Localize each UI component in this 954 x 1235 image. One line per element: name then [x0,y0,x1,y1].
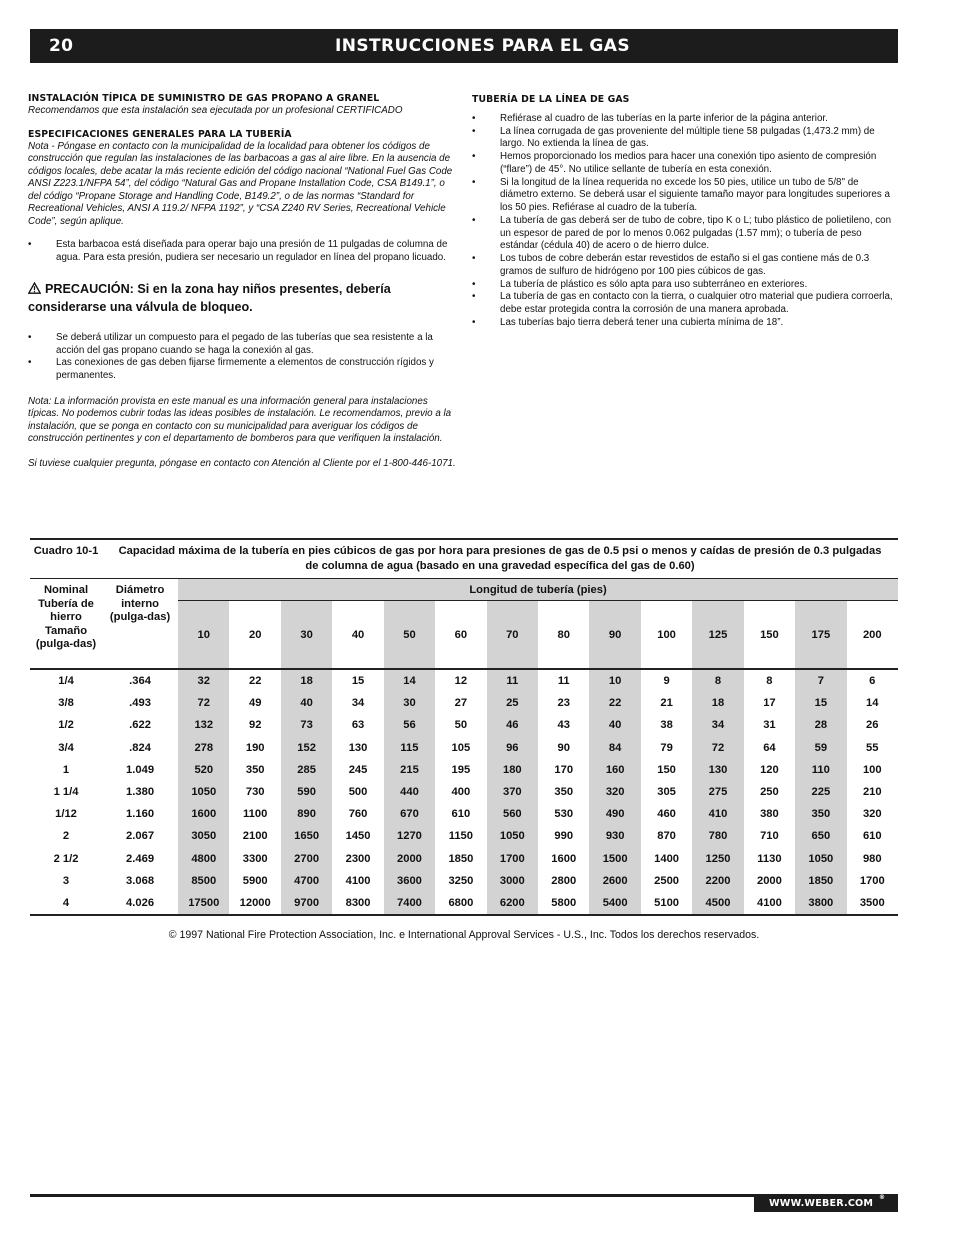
nominal-size-cell: 2 [62,830,70,843]
capacity-cell: 6800 [435,892,486,915]
col-header-diameter: Diámetro interno (pulga-das) [102,579,178,670]
length-header-cell: 20 [248,628,262,641]
capacity-cell: 1500 [589,848,640,870]
capacity-cell: 43 [557,719,570,732]
length-header-cell: 80 [557,628,570,641]
capacity-cell: 1100 [243,808,268,821]
capacity-cell: 50 [454,719,468,732]
capacity-cell: 6 [847,669,898,692]
length-header-cell: 40 [351,628,365,641]
capacity-cell: 730 [245,786,265,799]
capacity-cell: 11 [487,669,538,692]
capacity-cell: 28 [795,714,846,736]
capacity-cell: 3050 [178,825,229,847]
table-caption-line2: de columna de agua (basado en una gravedad específica del gas de 0.60) [305,560,695,572]
page-title: INSTRUCCIONES PARA EL GAS [335,36,630,56]
capacity-cell: 275 [692,781,743,803]
capacity-cell: 670 [384,803,435,825]
length-header-cell: 90 [589,601,640,670]
page-number: 20 [49,36,74,56]
table-row [30,825,898,847]
length-header-cell: 200 [862,628,882,641]
capacity-cell: 1700 [487,848,538,870]
inner-diameter-cell: .493 [129,697,151,710]
capacity-cell: 2700 [281,848,332,870]
capacity-cell: 215 [384,759,435,781]
table-caption-row [30,539,898,579]
capacity-cell: 4500 [692,892,743,915]
inner-diameter-cell: 4.026 [102,892,178,915]
table-row [30,669,898,692]
copyright-notice: © 1997 National Fire Protection Association, Inc. e International Approval Services - U.S., Inc. Todos los derechos reservados. [168,929,760,941]
list-item: • Se deberá utilizar un compuesto para el pegado de las tuberías que sea resistente a la acción del gas propano cuando se haga la conexión al gas. [28,332,433,356]
capacity-cell: 8300 [332,892,383,915]
capacity-cell: 96 [487,737,538,759]
capacity-cell: 18 [281,669,332,692]
capacity-cell: 190 [245,741,265,754]
inner-diameter-cell: 1.160 [126,808,155,821]
capacity-cell: 25 [487,692,538,714]
capacity-cell: 490 [589,803,640,825]
capacity-cell: 40 [589,714,640,736]
capacity-cell: 2000 [384,848,435,870]
footer-url: WWW.WEBER.COM [769,1198,874,1209]
capacity-cell: 350 [554,786,574,799]
capacity-cell: 152 [281,737,332,759]
capacity-cell: 3500 [847,892,898,915]
capacity-cell: 17500 [178,892,229,915]
install-heading: INSTALACIÓN TÍPICA DE SUMINISTRO DE GAS PROPANO A GRANEL [28,93,380,104]
capacity-cell: 15 [795,692,846,714]
gas-line-list [472,113,897,329]
capacity-cell: 4100 [744,892,795,915]
capacity-cell: 610 [451,808,471,821]
left-column [28,93,456,470]
table-row [30,781,898,803]
capacity-cell: 2500 [654,874,680,887]
capacity-cell: 2200 [692,870,743,892]
capacity-cell: 90 [557,741,570,754]
list-item: • Las conexiones de gas deben fijarse firmemente a elementos de construcción rígidos y permanentes. [28,357,434,381]
capacity-cell: 3600 [384,870,435,892]
capacity-cell: 1650 [281,825,332,847]
capacity-cell: 160 [589,759,640,781]
capacity-cell: 9 [641,669,692,692]
col-header-length: Longitud de tubería (pies) [178,579,898,601]
table-row [30,692,898,714]
capacity-cell: 305 [657,786,676,799]
length-header-cell: 150 [760,628,779,641]
capacity-cell: 17 [763,697,776,710]
capacity-cell: 22 [589,692,640,714]
length-header-cell: 10 [178,601,229,670]
capacity-cell: 72 [178,692,229,714]
capacity-cell: 5800 [538,892,589,915]
registered-mark: ® [879,1194,885,1201]
capacity-cell: 250 [760,786,779,799]
capacity-cell: 560 [487,803,538,825]
nominal-size-cell: 3 [62,874,70,887]
table-row [30,870,898,892]
nominal-size-cell: 1 1/4 [53,786,79,799]
col-header-nominal: Nominal Tubería de hierro Tamaño (pulga-das) [30,579,102,670]
capacity-cell: 278 [178,737,229,759]
capacity-cell: 350 [795,803,846,825]
compound-list [28,332,456,382]
capacity-cell: 195 [451,763,471,776]
capacity-cell: 14 [384,669,435,692]
specs-heading: ESPECIFICACIONES GENERALES PARA LA TUBERÍA [28,128,292,140]
capacity-cell: 460 [657,808,676,821]
capacity-cell: 120 [760,763,779,776]
capacity-cell: 2600 [589,870,640,892]
list-item: • La línea corrugada de gas proveniente del múltiple tiene 58 pulgadas (1,473.2 mm) de largo. No extienda la línea de gas. [472,125,875,150]
table-row [30,803,898,825]
capacity-cell: 4800 [178,848,229,870]
capacity-cell: 760 [348,808,368,821]
table-header-row [30,579,898,601]
table-label: Cuadro 10-1 [30,539,102,579]
nominal-size-cell: 1/2 [58,719,74,732]
footer-badge [754,1194,898,1212]
capacity-cell: 410 [692,803,743,825]
capacity-cell: 1050 [795,848,846,870]
capacity-cell: 370 [487,781,538,803]
length-header-cell: 50 [384,601,435,670]
length-header-cell: 175 [795,601,846,670]
capacity-cell: 3800 [795,892,846,915]
capacity-cell: 132 [178,714,229,736]
capacity-cell: 2800 [551,874,577,887]
table-row [30,759,898,781]
inner-diameter-cell: .622 [129,719,151,732]
capacity-cell: 9700 [281,892,332,915]
capacity-cell: 115 [384,737,435,759]
list-item: • La tubería de gas en contacto con la tierra, o cualquier otro material que pudiera corroerla, debe estar protegida contra la corrosión de una manera aprobada. [472,291,893,315]
capacity-cell: 210 [862,786,882,799]
capacity-cell: 1250 [692,848,743,870]
list-item: • La tubería de plástico es sólo apta para uso subterráneo en exteriores. [472,278,808,290]
capacity-cell: 34 [692,714,743,736]
capacity-cell: 440 [384,781,435,803]
specs-note: Nota - Póngase en contacto con la municipalidad de la localidad para obtener los códigos de construcción que regulan las instalaciones de las barbacoas a gas al aire libre. En la ausencia de códigos locales, debe acatar la más reciente edición del código nacional “National Fuel Gas Code ANSI Z223.1/NFPA 54”, del código “Natural Gas and Propane Installation Code, CSA B149.1”, o del código “Propane Storage and Handling Code, B149.2”, o de las normas “Standard for Recreational Vehicles, ANSI A 119.2/ NFPA 1192”, y “CSA Z240 RV Series, Recreational Vehicle Code”, según aplique. [28,140,453,227]
capacity-cell: 1700 [859,874,885,887]
capacity-cell: 110 [795,759,846,781]
inner-diameter-cell: .824 [129,741,151,754]
capacity-cell: 7 [795,669,846,692]
capacity-cell: 320 [862,808,882,821]
length-header-cell: 70 [487,601,538,670]
capacity-cell: 46 [487,714,538,736]
gas-line-heading: TUBERÍA DE LA LÍNEA DE GAS [472,94,630,105]
capacity-cell: 5400 [589,892,640,915]
capacity-cell: 2000 [756,874,782,887]
capacity-cell: 79 [660,741,673,754]
capacity-cell: 10 [589,669,640,692]
capacity-cell: 11 [538,669,589,692]
capacity-cell: 5900 [242,874,268,887]
customer-service-note: Si tuviese cualquier pregunta, póngase en contacto con Atención al Cliente por el 1-800-446-1071. [28,457,456,469]
capacity-cell: 980 [862,852,882,865]
capacity-cell: 8 [692,669,743,692]
capacity-cell: 4100 [345,874,371,887]
capacity-cell: 5100 [641,892,692,915]
capacity-cell: 130 [348,741,368,754]
table-row [30,848,898,870]
page-header [30,29,898,63]
capacity-cell: 49 [248,697,262,710]
capacity-cell: 780 [692,825,743,847]
table-caption [102,539,898,579]
nominal-size-cell: 1/12 [55,808,77,821]
capacity-cell: 30 [384,692,435,714]
length-header-cell: 100 [657,628,676,641]
capacity-cell: 63 [351,719,365,732]
capacity-cell: 1450 [345,830,371,843]
right-column [472,94,897,330]
capacity-cell: 38 [660,719,673,732]
nominal-size-cell: 4 [30,892,102,915]
capacity-cell: 8 [744,669,795,692]
capacity-cell: 100 [862,763,882,776]
list-item: • Refiérase al cuadro de las tuberías en la parte inferior de la página anterior. [472,113,828,124]
inner-diameter-cell: 1.380 [126,786,155,799]
capacity-cell: 285 [281,759,332,781]
general-note: Nota: La información provista en este manual es una información general para instalaciones típicas. No podemos cubrir todas las ideas posibles de instalación. Le recomendamos, previo a la instalación, que se ponga en contacto con su municipalidad para averiguar los códigos de construcción pertinentes y con el departamento de bomberos para que verifiquen la instalación. [28,395,452,445]
capacity-cell: 4700 [281,870,332,892]
capacity-cell: 3300 [242,852,268,865]
capacity-cell: 1050 [487,825,538,847]
capacity-cell: 2300 [345,852,371,865]
table-row [30,892,898,915]
list-item: • La tubería de gas deberá ser de tubo de cobre, tipo K o L; tubo plástico de polietileno, con un espesor de pared de por lo menos 0.062 pulgadas (1.57 mm); o tubería de peso estándar (cédula 40) de acero o de hierro dulce. [472,214,892,252]
capacity-cell: 64 [763,741,776,754]
length-header-cell: 30 [281,601,332,670]
capacity-cell: 320 [589,781,640,803]
capacity-cell: 31 [763,719,776,732]
capacity-cell: 59 [795,737,846,759]
capacity-cell: 40 [281,692,332,714]
pipe-capacity-table [30,538,898,916]
list-item: • Esta barbacoa está diseñada para operar bajo una presión de 11 pulgadas de columna de agua. Para esta presión, pudiera ser necesario un regulador en línea del propano licuado. [28,239,448,263]
nominal-size-cell: 3/8 [58,697,74,710]
length-header-cell: 60 [454,628,468,641]
nominal-size-cell: 1/4 [30,669,102,692]
capacity-cell: 72 [692,737,743,759]
list-item: • Hemos proporcionado los medios para hacer una conexión tipo asiento de compresión (“flare”) de 45°. No utilice sellante de tubería en esta conexión. [472,151,877,175]
capacity-cell: 14 [866,697,879,710]
capacity-cell: 500 [348,786,368,799]
capacity-cell: 130 [692,759,743,781]
capacity-cell: 56 [384,714,435,736]
capacity-cell: 12000 [229,892,280,915]
table-row [30,737,898,759]
table-caption-line1: Capacidad máxima de la tubería en pies cúbicos de gas por hora para presiones de gas de 0.5 psi o menos y caídas de presión de 0.3 pulgadas [118,545,882,557]
capacity-cell: 890 [281,803,332,825]
capacity-cell: 990 [554,830,574,843]
capacity-cell: 1850 [448,852,474,865]
capacity-cell: 34 [351,697,365,710]
capacity-cell: 7400 [384,892,435,915]
capacity-cell: 12 [435,669,486,692]
capacity-cell: 18 [692,692,743,714]
warning-icon [28,282,41,294]
capacity-cell: 380 [760,808,779,821]
capacity-cell: 15 [332,669,383,692]
capacity-cell: 350 [245,763,265,776]
capacity-cell: 22 [229,669,280,692]
nominal-size-cell: 1 [62,763,70,776]
capacity-cell: 3250 [448,874,474,887]
capacity-cell: 400 [451,786,471,799]
capacity-cell: 32 [178,669,229,692]
caution-text: PRECAUCIÓN: Si en la zona hay niños presentes, debería considerarse una válvula de bloqueo. [28,282,391,315]
nominal-size-cell: 3/4 [58,741,74,754]
capacity-cell: 530 [554,808,574,821]
inner-diameter-cell: 2.469 [126,852,155,865]
capacity-cell: 590 [281,781,332,803]
list-item: • Los tubos de cobre deberán estar revestidos de estaño si el gas contiene más de 0.3 gramos de sulfuro de hidrógeno por 100 pies cúbicos de gas. [472,253,870,277]
capacity-cell: 930 [589,825,640,847]
capacity-cell: 23 [557,697,570,710]
capacity-cell: 1270 [384,825,435,847]
inner-diameter-cell: 2.067 [126,830,155,843]
capacity-cell: 105 [451,741,471,754]
capacity-cell: 21 [660,697,673,710]
capacity-cell: 245 [348,763,368,776]
capacity-cell: 520 [178,759,229,781]
capacity-cell: 650 [795,825,846,847]
inner-diameter-cell: 1.049 [126,763,155,776]
list-item: • Si la longitud de la línea requerida no excede los 50 pies, utilice un tubo de 5/8" de diámetro externo. Se deberá usar el siguiente tamaño mayor para longitudes superiores a los 50 pies. Refiérase al cuadro de la tubería. [472,176,890,214]
capacity-cell: 55 [866,741,879,754]
capacity-cell: 150 [657,763,676,776]
capacity-cell: 1130 [757,852,782,865]
capacity-cell: 710 [760,830,779,843]
length-header-cell: 125 [692,601,743,670]
capacity-cell: 225 [795,781,846,803]
capacity-cell: 3000 [487,870,538,892]
install-note: Recomendamos que esta instalación sea ejecutada por un profesional CERTIFICADO [28,105,403,116]
nominal-size-cell: 2 1/2 [53,852,79,865]
capacity-cell: 73 [281,714,332,736]
capacity-cell: 610 [862,830,882,843]
capacity-cell: 1050 [178,781,229,803]
inner-diameter-cell: .364 [102,669,178,692]
capacity-cell: 1600 [178,803,229,825]
capacity-cell: 27 [454,697,468,710]
capacity-cell: 1600 [551,852,577,865]
capacity-cell: 6200 [487,892,538,915]
inner-diameter-cell: 3.068 [126,874,155,887]
capacity-cell: 170 [554,763,574,776]
capacity-cell: 1150 [448,830,474,843]
capacity-cell: 8500 [178,870,229,892]
capacity-cell: 92 [248,719,262,732]
capacity-cell: 1850 [795,870,846,892]
list-item: • Las tuberías bajo tierra deberá tener una cubierta mínima de 18”. [472,316,784,328]
pressure-list [28,239,456,264]
capacity-cell: 1400 [654,852,680,865]
table-row [30,714,898,736]
capacity-cell: 2100 [242,830,268,843]
capacity-cell: 84 [589,737,640,759]
capacity-cell: 180 [487,759,538,781]
capacity-cell: 870 [657,830,676,843]
caution-warning [28,280,456,316]
capacity-cell: 26 [866,719,879,732]
